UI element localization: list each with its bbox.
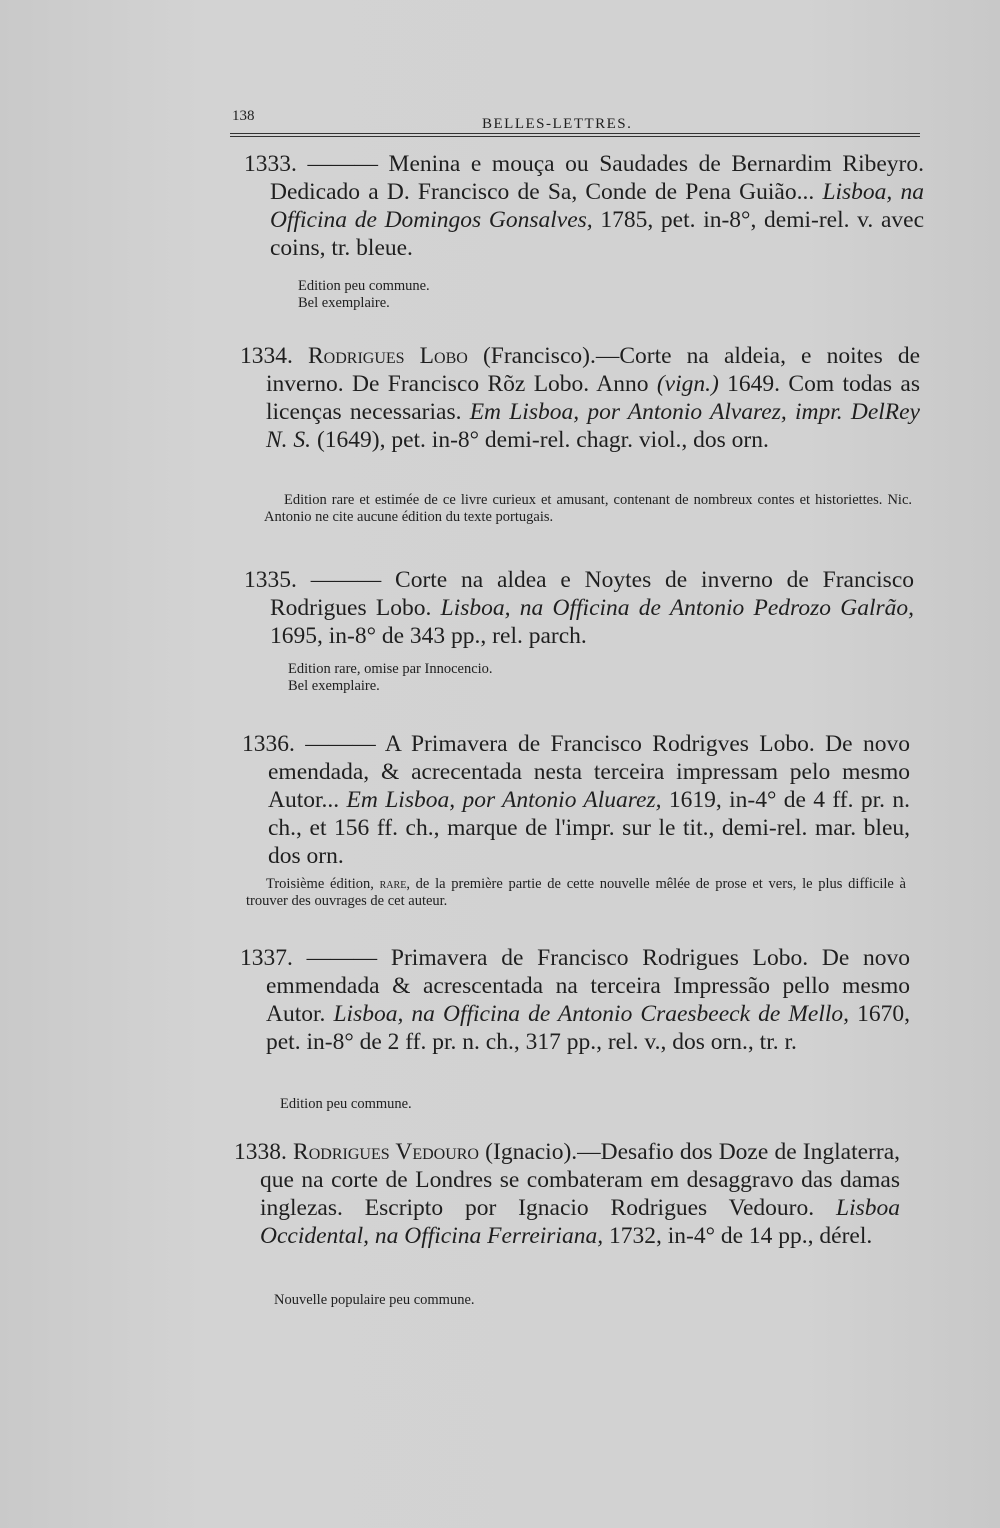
note-line: Nouvelle populaire peu commune.	[274, 1292, 475, 1308]
entry-author-forename: (Francisco).	[467, 343, 596, 369]
note-1334	[264, 492, 912, 525]
entry-description: 1670, pet. in-8° de 2 ff. pr. n. ch., 317 pp., rel. v., dos orn., tr. r.	[266, 1001, 911, 1055]
note-line: Bel exemplaire.	[288, 677, 380, 694]
entry-dash: ———	[305, 731, 376, 757]
note-paragraph: Edition rare et estimée de ce livre curieux et amusant, contenant de nombreux contes et historiettes. Nic. Antonio ne cite aucune édition du texte portugais.	[264, 492, 912, 525]
entry-imprint: Lisboa, na Officina de Antonio Pedrozo Galrão,	[440, 595, 914, 621]
entry-imprint: Em Lisboa, por Antonio Aluarez,	[346, 787, 662, 813]
entry-1335	[244, 566, 914, 650]
note-1333	[298, 278, 898, 311]
header-rule-double	[230, 136, 920, 137]
note-line: Bel exemplaire.	[298, 294, 390, 311]
note-1337	[280, 1096, 880, 1113]
entry-dash: ———	[310, 567, 382, 593]
note-1338	[274, 1292, 874, 1309]
header-rule	[230, 133, 920, 134]
note-rare: rare	[379, 876, 407, 892]
note-text-cont: , de la première partie de cette nouvelle mêlée de prose et vers, le plus difficile à trouver des ouvrages de cet auteur.	[246, 876, 906, 909]
entry-title: A Primavera de Francisco Rodrigves Lobo. De novo emendada, & acrecentada nesta terceira impressam pelo mesmo Autor...	[268, 731, 910, 813]
entry-title-cont: 1649. Com todas as licenças necessarias.	[266, 371, 920, 425]
entry-1338	[234, 1138, 900, 1250]
entry-number: 1334.	[240, 343, 293, 369]
entry-number: 1336.	[242, 731, 295, 757]
note-line: Edition peu commune.	[298, 278, 430, 294]
note-1335	[288, 661, 888, 694]
entry-dash: ———	[307, 151, 378, 177]
entry-author: Rodrigues Lobo	[308, 343, 468, 369]
entry-description: 1785, pet. in-8°, demi-rel. v. avec coins, tr. bleue.	[270, 207, 925, 261]
entry-vignette: (vign.)	[656, 371, 719, 397]
entry-dash: ———	[306, 945, 378, 971]
entry-1337	[240, 944, 910, 1056]
entry-1334	[240, 342, 920, 454]
note-line: Edition peu commune.	[280, 1096, 412, 1112]
entry-description: (1649), pet. in-8° demi-rel. chagr. viol., dos orn.	[311, 427, 769, 453]
entry-description: 1732, in-4° de 14 pp., dérel.	[603, 1223, 873, 1249]
note-1336	[246, 876, 906, 909]
entry-imprint: Lisboa Occidental, na Officina Ferreiriana,	[260, 1195, 900, 1249]
note-line: Edition rare, omise par Innocencio.	[288, 661, 493, 677]
entry-number: 1333.	[244, 151, 297, 177]
entry-number: 1335.	[244, 567, 297, 593]
entry-author: Rodrigues Vedouro	[293, 1139, 479, 1165]
entry-1336	[242, 730, 910, 870]
entry-description: 1619, in-4° de 4 ff. pr. n. ch., et 156 ff. ch., marque de l'impr. sur le tit., demi-rel. mar. bleu, dos orn.	[268, 787, 911, 869]
entry-author-forename: (Ignacio).	[479, 1139, 578, 1165]
running-title: BELLES-LETTRES.	[482, 116, 633, 132]
entry-imprint: Lisboa, na Officina de Antonio Craesbeeck de Mello,	[333, 1001, 850, 1027]
entry-imprint: Em Lisboa, por Antonio Alvarez, impr. DelRey N. S.	[266, 399, 920, 453]
entry-title: Corte na aldea e Noytes de inverno de Francisco Rodrigues Lobo.	[270, 567, 915, 621]
entry-title: —Desafio dos Doze de Inglaterra, que na corte de Londres se combateram em desaggravo das damas inglezas. Escripto por Ignacio Rodrigues Vedouro.	[260, 1139, 900, 1221]
page-number: 138	[232, 108, 255, 124]
entry-title: Primavera de Francisco Rodrigues Lobo. De novo emmendada & acrescentada na terceira Impressão pello mesmo Autor.	[266, 945, 911, 1027]
entry-number: 1337.	[240, 945, 293, 971]
note-text: Troisième édition,	[266, 876, 380, 892]
entry-description: 1695, in-8° de 343 pp., rel. parch.	[270, 623, 587, 649]
entry-title: Menina e mouça ou Saudades de Bernardim Ribeyro. Dedicado a D. Francisco de Sa, Conde de Pena Guião...	[270, 151, 925, 205]
entry-title: —Corte na aldeia, e noites de inverno. De Francisco Rõz Lobo. Anno	[266, 343, 921, 397]
entry-number: 1338.	[234, 1139, 287, 1165]
entry-1333	[244, 150, 924, 262]
entry-imprint: Lisboa, na Officina de Domingos Gonsalves,	[270, 179, 924, 233]
page-header	[230, 104, 920, 138]
